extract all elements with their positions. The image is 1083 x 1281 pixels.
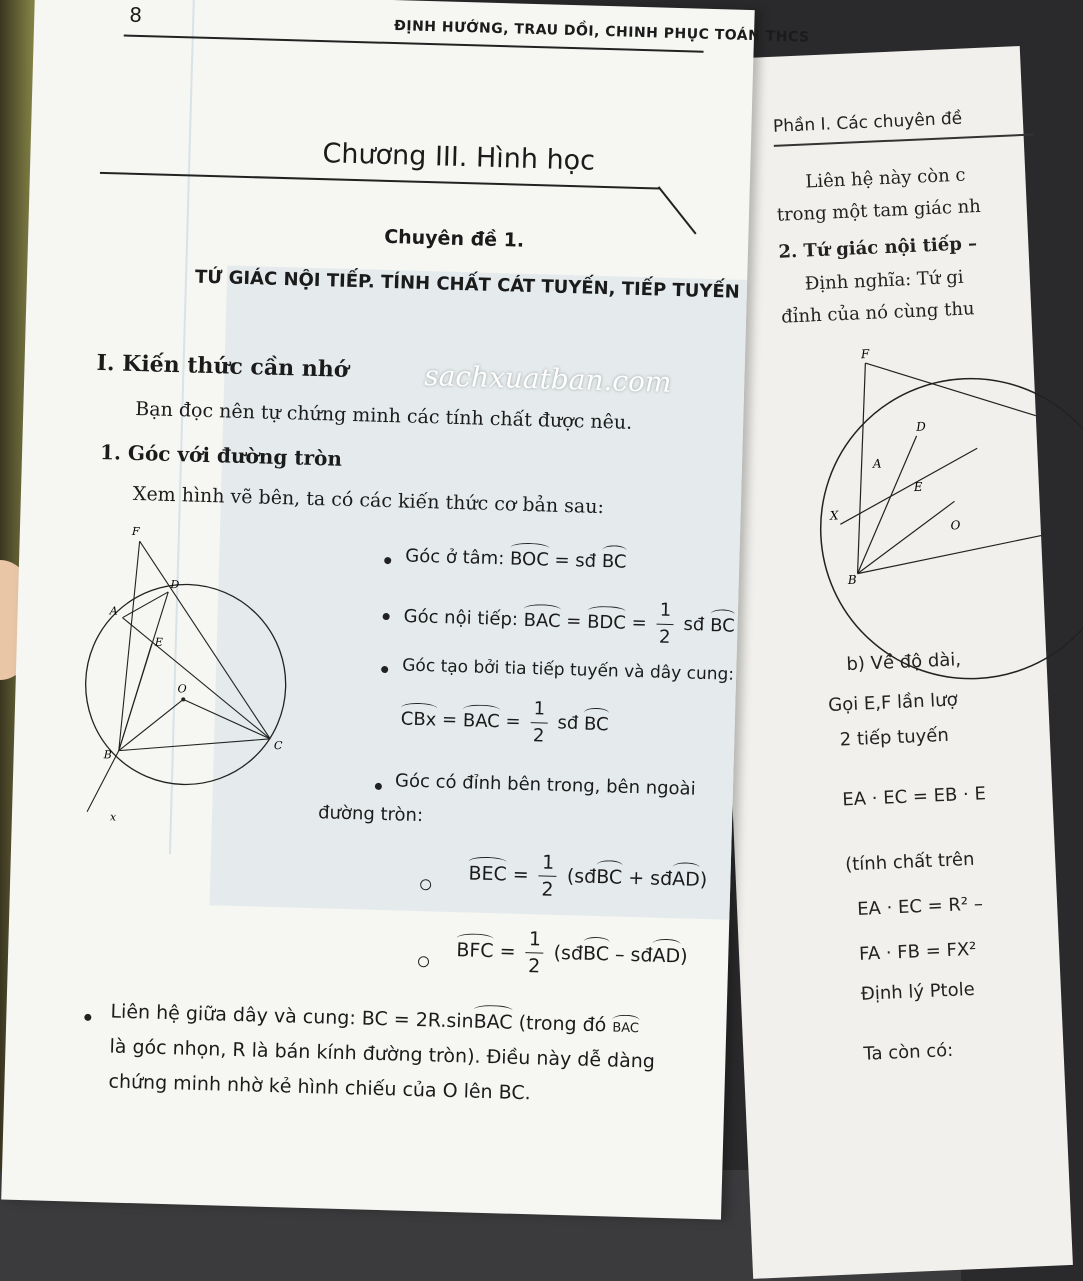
arc-bc: BC (709, 614, 736, 637)
right-line: EA · EC = R² – (856, 893, 984, 920)
inscribed-line: Góc nội tiếp: BAC = BDC = $\frac{1}{2}$ sđ BC (403, 591, 736, 653)
arc-bac: BAC (462, 709, 501, 732)
see-figure-text: Xem hình vẽ bên, ta có các kiến thức cơ bản sau: (132, 482, 605, 519)
fig-label-e: E (154, 635, 164, 649)
fig-label: X (829, 508, 839, 523)
vertex-label-2: đường tròn: (317, 802, 424, 827)
right-line: EA · EC = EB · E (841, 783, 987, 811)
fig-label: A (872, 456, 882, 471)
right-page-rule (774, 134, 1034, 147)
inscribed-label: Góc nội tiếp: (403, 606, 519, 631)
chord-line-1 (110, 1001, 639, 1038)
chord-text: (trong đó (518, 1011, 607, 1037)
right-line: Ta còn có: (863, 1039, 954, 1065)
sd-text: sđ (649, 867, 673, 891)
fraction-num: 1 (530, 696, 548, 723)
arc-bc: BC (601, 551, 627, 573)
arc-bac: BAC (473, 1010, 513, 1034)
fraction-den: 2 (658, 626, 671, 648)
chord-text: Liên hệ giữa dây và cung: BC = 2R.sin (110, 1000, 474, 1033)
sd-text: sđ (560, 942, 584, 965)
fraction-den: 2 (532, 725, 545, 747)
right-page (700, 46, 1073, 1279)
bullet (84, 1014, 91, 1021)
arc-bdc: BDC (586, 611, 627, 634)
sd-text: sđ (630, 944, 653, 967)
center-angle-label: Góc ở tâm: (405, 545, 505, 570)
right-line: Liên hệ này còn c (804, 164, 966, 193)
fraction-half (538, 849, 558, 902)
arc-bc: BC (595, 866, 623, 889)
bfc-formula: BFC = $\frac{1}{2}$ (sđBC – sđAD) (456, 924, 689, 983)
right-page-header: Phần I. Các chuyên đề (772, 108, 963, 137)
sd-text: = sđ (554, 549, 597, 572)
fraction-den: 2 (527, 955, 541, 978)
chord-line-2: là góc nhọn, R là bán kính đường tròn). Điều này dễ dàng (109, 1035, 656, 1073)
arc-cbx: CBx (400, 708, 437, 730)
sub-bullet (418, 956, 429, 967)
fig-label: O (950, 518, 961, 533)
arc-boc: BOC (509, 548, 550, 571)
section-heading: I. Kiến thức cần nhớ (96, 349, 349, 383)
fig-label-d: D (170, 578, 180, 592)
right-line: 2. Tứ giác nội tiếp – (778, 233, 978, 263)
fig-label-x: x (109, 810, 117, 824)
arc-bfc: BFC (456, 939, 494, 963)
arc-bc: BC (582, 942, 610, 966)
chord-line-3: chứng minh nhờ kẻ hình chiếu của O lên BC. (108, 1070, 531, 1105)
arc-bec: BEC (468, 862, 508, 886)
topic-title: TỨ GIÁC NỘI TIẾP. TÍNH CHẤT CÁT TUYẾN, TIẾP TUYẾN (194, 266, 741, 303)
right-line: Định nghĩa: Tứ gi (804, 266, 964, 295)
page-number: 8 (129, 2, 143, 27)
right-figure (773, 336, 1044, 607)
arc-ad: AD (671, 868, 701, 891)
right-line: đỉnh của nó cùng thu (780, 298, 975, 328)
fraction-num: 1 (539, 849, 558, 876)
fraction-half (656, 598, 675, 651)
fraction-half (530, 696, 549, 749)
right-line: b) Về độ dài, (846, 649, 962, 676)
fig-label-b: B (103, 748, 112, 762)
fig-label: D (915, 419, 927, 434)
book-page (1, 0, 810, 1220)
geometry-figure (72, 521, 311, 837)
intro-text: Bạn đọc nên tự chứng minh các tính chất được nêu. (135, 397, 633, 434)
chapter-title: Chương III. Hình học (322, 138, 596, 177)
fig-label-c: C (273, 738, 283, 753)
tangent-label: Góc tạo bởi tia tiếp tuyến và dây cung: (402, 655, 735, 685)
right-line: Định lý Ptole (860, 978, 976, 1005)
chapter-rule-hook (658, 186, 697, 234)
fig-label-o: O (177, 682, 187, 696)
arc-bac: BAC (523, 609, 561, 632)
right-line: FA · FB = FX² (858, 938, 977, 965)
arc-ad: AD (652, 944, 681, 968)
right-line: Gọi E,F lần lượ (827, 689, 959, 717)
right-line: (tính chất trên (844, 848, 975, 876)
fig-label: F (860, 346, 870, 362)
fraction-num: 1 (526, 926, 545, 953)
fraction-half (525, 926, 545, 979)
sd-text: sđ (683, 613, 705, 636)
arc-bc: BC (583, 713, 609, 735)
fig-label: B (847, 572, 857, 588)
running-header: ĐỊNH HƯỚNG, TRAU DỒI, CHINH PHỤC TOÁN THCS (393, 18, 810, 46)
sd-text: sđ (557, 712, 579, 734)
right-line: trong một tam giác nh (776, 195, 982, 226)
subsection-heading: 1. Góc với đường tròn (99, 440, 343, 471)
fraction-den: 2 (541, 878, 554, 901)
fraction-num: 1 (656, 598, 674, 625)
tangent-formula: CBx = BAC = $\frac{1}{2}$ sđ BC (400, 693, 609, 752)
fig-label-f: F (131, 524, 140, 539)
bec-formula: BEC = $\frac{1}{2}$ (sđBC + sđAD) (468, 847, 708, 907)
arc-bac-small: BAC (612, 1020, 640, 1037)
fig-label: E (913, 479, 923, 495)
watermark: sachxuatban.com (423, 359, 672, 399)
sd-text: sđ (574, 865, 597, 889)
vertex-label: Góc có đỉnh bên trong, bên ngoài (394, 770, 696, 800)
topic-label: Chuyên đề 1. (383, 225, 525, 252)
right-line: 2 tiếp tuyến (839, 724, 950, 751)
fig-label-a: A (109, 604, 118, 618)
